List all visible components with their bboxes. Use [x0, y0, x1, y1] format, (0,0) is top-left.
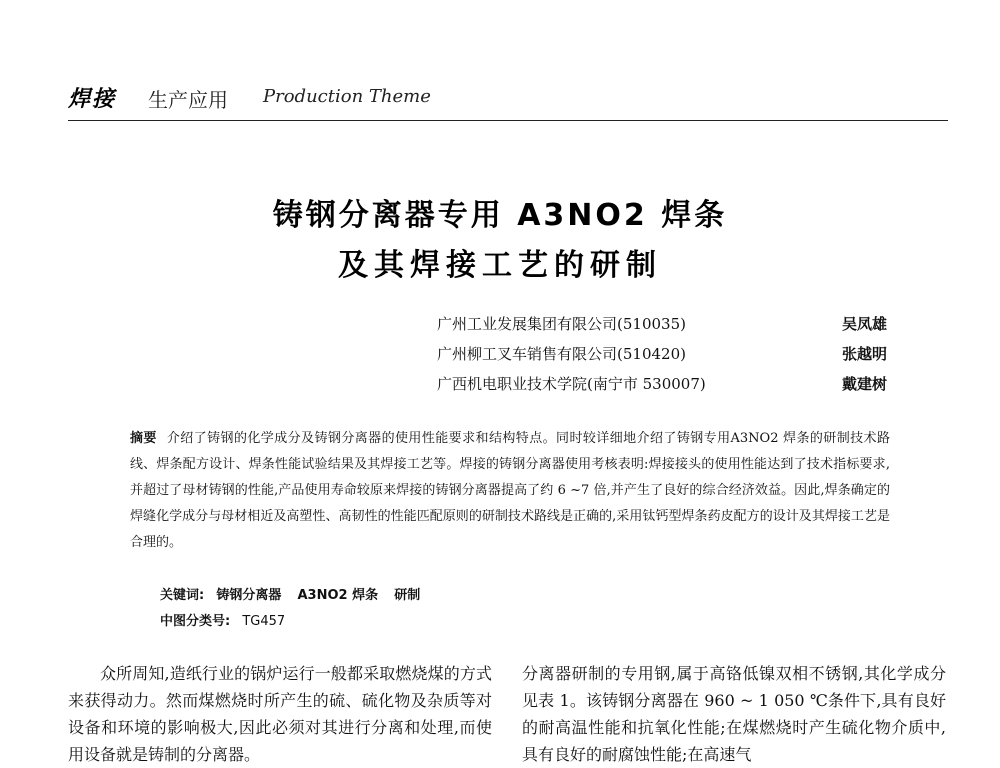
- keyword-item: 研制: [394, 588, 421, 603]
- section-name: 生产应用: [148, 88, 228, 112]
- title-line-1: 铸钢分离器专用 A3NO2 焊条: [272, 198, 728, 233]
- abstract-label: 摘要: [130, 431, 157, 446]
- body-column-right: 分离器研制的专用钢,属于高铬低镍双相不锈钢,其化学成分见表 1。该铸钢分离器在 960 ~ 1 050 ℃条件下,具有良好的耐高温性能和抗氧化性能;在煤燃烧时产生硫化物介质中,具有良好的耐腐蚀性能;在高速气: [522, 664, 946, 764]
- classification-label: 中图分类号:: [160, 614, 231, 629]
- running-header: [68, 82, 948, 122]
- abstract-text: 介绍了铸钢的化学成分及铸钢分离器的使用性能要求和结构特点。同时较详细地介绍了铸钢专用A3NO2 焊条的研制技术路线、焊条配方设计、焊条性能试验结果及其焊接工艺等。焊接的铸钢分离器使用考核表明:焊接接头的使用性能达到了技术指标要求,并超过了母材铸钢的性能,产品使用寿命较原来焊接的铸钢分离器提高了约 6 ~7 倍,并产生了良好的综合经济效益。因此,焊条确定的焊缝化学成分与母材相近及高塑性、高韧性的性能匹配原则的研制技术路线是正确的,采用钛钙型焊条药皮配方的设计及其焊接工艺是合理的。: [130, 431, 890, 550]
- header-rule: [68, 120, 948, 121]
- body-column-left: 众所周知,造纸行业的锅炉运行一般都采取燃烧煤的方式来获得动力。然而煤燃烧时所产生的硫、硫化物及杂质等对设备和环境的影响极大,因此必须对其进行分离和处理,而使用设备就是铸制的分离器。: [68, 664, 492, 764]
- affiliation-3: [437, 373, 887, 397]
- affiliation-org: 广西机电职业技术学院(南宁市 530007): [437, 375, 706, 393]
- title-line-2: 及其焊接工艺的研制: [338, 248, 662, 283]
- keywords: [160, 584, 432, 603]
- author-name: 戴建树: [841, 375, 887, 393]
- classification-value: TG457: [242, 614, 286, 629]
- author-name: 张越明: [841, 345, 887, 363]
- journal-brand: 焊接: [68, 86, 117, 112]
- keywords-label: 关键词:: [160, 588, 205, 603]
- affiliation-org: 广州工业发展集团有限公司(510035): [437, 315, 686, 333]
- affiliation-org: 广州柳工叉车销售有限公司(510420): [437, 345, 686, 363]
- affiliation-2: [437, 343, 887, 367]
- abstract: [130, 426, 890, 556]
- affiliation-1: [437, 313, 887, 337]
- section-theme: Production Theme: [263, 86, 431, 107]
- keyword-item: A3NO2 焊条: [297, 588, 379, 603]
- author-name: 吴凤雄: [841, 315, 887, 333]
- classification: [160, 610, 285, 629]
- keyword-item: 铸钢分离器: [216, 588, 282, 603]
